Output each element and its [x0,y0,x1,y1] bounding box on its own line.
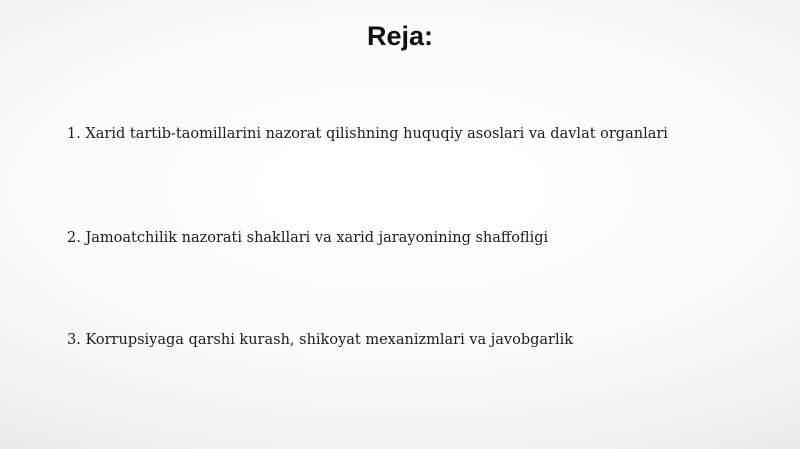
plan-item-2: 2. Jamoatchilik nazorati shakllari va xarid jarayonining shaffofligi [67,230,549,246]
plan-item-1: 1. Xarid tartib-taomillarini nazorat qilishning huquqiy asoslari va davlat organlari [67,126,668,142]
plan-item-3: 3. Korrupsiyaga qarshi kurash, shikoyat mexanizmlari va javobgarlik [67,332,574,348]
slide-title: Reja: [366,21,434,51]
